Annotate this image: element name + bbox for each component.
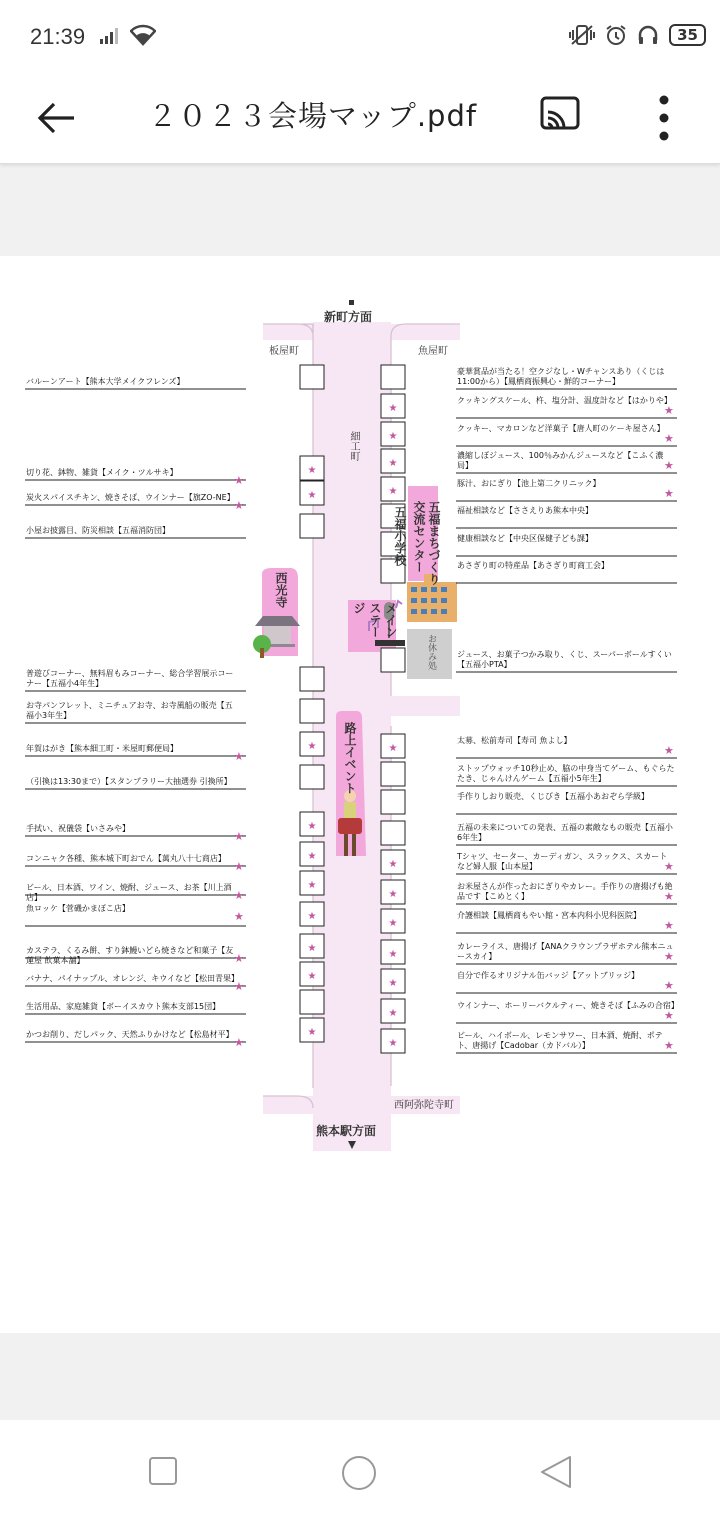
left-stall-7 — [300, 765, 324, 789]
right-stall-label: 手作りしおり販売、くじびき【五福小あおぞら学級】 — [457, 792, 649, 801]
street-event-label: 路上イベント — [343, 722, 357, 794]
left-stall-label: （引換は13:30まで）【スタンプラリー大抽選券 引換所】 — [26, 777, 232, 786]
left-stall-label: ビール、日本酒、ワイン、焼酎、ジュース、お茶【川上酒店】 — [26, 883, 232, 902]
pdf-page[interactable] — [0, 256, 720, 1333]
right-stall-17 — [381, 969, 405, 993]
star-icon: ★ — [234, 499, 244, 512]
right-stall-label: 豪華賞品が当たる！空クジなし・Wチャンスあり（くじは11:00から）【鳳栖商振興心・鮮的コーナー】 — [457, 367, 665, 386]
status-time: 21:39 — [30, 24, 86, 49]
star-icon: ★ — [664, 487, 674, 500]
star-icon: ★ — [388, 743, 398, 754]
left-stall-label: 生活用品、家庭雑貨【ボーイスカウト熊本支部15団】 — [26, 1002, 221, 1011]
star-icon: ★ — [234, 980, 244, 993]
star-icon: ★ — [664, 950, 674, 963]
right-stall-label: あさぎり町の特産品【あさぎり町商工会】 — [457, 561, 609, 570]
left-stall-label: バルーンアート【熊本大学メイクフレンズ】 — [26, 377, 185, 386]
right-stall-12 — [381, 821, 405, 845]
right-stall-11 — [381, 790, 405, 814]
stall-box — [381, 762, 405, 786]
right-stall-18 — [381, 999, 405, 1023]
left-stall-14 — [300, 990, 324, 1014]
left-stall-label: 魚ロッケ【菅磯かまぼこ店】 — [26, 904, 130, 913]
stall-box — [300, 699, 324, 723]
north-arrow-icon — [349, 300, 354, 305]
alarm-icon — [605, 24, 627, 46]
north-direction-label: 新町方面 — [324, 310, 373, 324]
star-icon: ★ — [307, 490, 317, 501]
street-label-nishiamida: 西阿弥陀寺町 — [394, 1100, 454, 1111]
left-stall-6 — [300, 732, 324, 756]
left-stall-4 — [300, 667, 324, 691]
street-label-itaya: 板屋町 — [269, 346, 299, 357]
right-stall-13 — [381, 850, 405, 874]
stall-box — [300, 667, 324, 691]
star-icon: ★ — [307, 911, 317, 922]
left-stall-0 — [300, 365, 324, 389]
right-stall-label: お米屋さんが作ったおにぎりやカレー。手作りの唐揚げも絶品です【こめとく】 — [457, 882, 673, 901]
left-stall-10 — [300, 871, 324, 895]
star-icon: ★ — [664, 860, 674, 873]
left-stall-label: バナナ、パイナップル、オレンジ、キウイなど【松田青果】 — [26, 974, 240, 983]
right-stall-19 — [381, 1029, 405, 1053]
star-icon: ★ — [388, 859, 398, 870]
temple-label: 西光寺 — [274, 572, 288, 608]
right-stall-label: 豚汁、おにぎり【池上第二クリニック】 — [457, 479, 601, 488]
center-label: 五福まちづくり交流センター — [412, 501, 441, 585]
stall-box — [300, 365, 324, 389]
street-label-uoya: 魚屋町 — [418, 346, 448, 357]
star-icon: ★ — [388, 918, 398, 929]
left-stall-12 — [300, 934, 324, 958]
star-icon: ★ — [664, 1009, 674, 1022]
left-stall-label: 炭火スパイスチキン、焼きそば、ウインナー【旗ZO-NE】 — [26, 493, 235, 502]
vibrate-icon — [569, 24, 595, 46]
back-icon[interactable] — [538, 1454, 574, 1490]
left-stall-label: 小屋お披露目、防災相談【五福消防団】 — [26, 526, 170, 535]
left-stall-9 — [300, 842, 324, 866]
right-stall-2 — [381, 422, 405, 446]
right-stall-label: 健康相談など【中央区保健子ども課】 — [457, 534, 593, 543]
right-stall-14 — [381, 880, 405, 904]
star-icon: ★ — [664, 432, 674, 445]
left-stall-8 — [300, 812, 324, 836]
left-stall-label: コンニャク各種、熊本城下町おでん【萬丸八十七商店】 — [26, 854, 226, 863]
app-bar — [0, 74, 720, 164]
left-stall-13 — [300, 962, 324, 986]
star-icon: ★ — [664, 1039, 674, 1052]
right-stall-label: 自分で作るオリジナル缶バッジ【アットブリッジ】 — [457, 971, 640, 980]
right-stall-16 — [381, 940, 405, 964]
left-stall-label: かつお削り、だしパック、天然ふりかけなど【松島材平】 — [26, 1030, 234, 1039]
right-stall-label: クッキー、マカロンなど洋菓子【唐人町のケーキ屋さん】 — [457, 424, 665, 433]
stall-box — [300, 990, 324, 1014]
star-icon: ★ — [234, 1036, 244, 1049]
right-stall-9 — [381, 734, 405, 758]
right-stall-15 — [381, 909, 405, 933]
left-stall-5 — [300, 699, 324, 723]
star-icon: ★ — [234, 830, 244, 843]
star-icon: ★ — [307, 880, 317, 891]
star-icon: ★ — [388, 486, 398, 497]
star-icon: ★ — [664, 744, 674, 757]
star-icon: ★ — [388, 458, 398, 469]
star-icon: ★ — [307, 1027, 317, 1038]
star-icon: ★ — [388, 978, 398, 989]
street-label-saiku: 細工町 — [348, 431, 359, 461]
right-stall-10 — [381, 762, 405, 786]
left-stall-2 — [300, 481, 324, 505]
main-stage-label: メインステージ — [352, 602, 398, 638]
star-icon: ★ — [388, 403, 398, 414]
star-icon: ★ — [234, 474, 244, 487]
right-stall-label: 福祉相談など【ささえりあ熊本中央】 — [457, 506, 593, 515]
star-icon: ★ — [664, 404, 674, 417]
right-stall-3 — [381, 449, 405, 473]
star-icon: ★ — [388, 889, 398, 900]
left-stall-15 — [300, 1018, 324, 1042]
stall-box — [381, 648, 405, 672]
left-stall-label: カステラ、くるみ餅、すり鉢鰻いどら焼きなど和菓子【友蓮屋 飲菓本舗】 — [26, 946, 234, 965]
star-icon: ★ — [664, 979, 674, 992]
star-icon: ★ — [234, 889, 244, 902]
right-stall-label: カレーライス、唐揚げ【ANAクラウンプラザホテル熊本ニュースカイ】 — [457, 942, 674, 961]
south-direction-label: 熊本駅方面 — [316, 1124, 377, 1138]
star-icon: ★ — [307, 741, 317, 752]
star-icon: ★ — [307, 465, 317, 476]
right-stall-label: ビール、ハイボール、レモンサワー、日本酒、焼酎、ポテト、唐揚げ【Cadobar（カドバル）】 — [457, 1031, 663, 1050]
right-stall-4 — [381, 477, 405, 501]
star-icon: ★ — [664, 459, 674, 472]
star-icon: ★ — [234, 750, 244, 763]
wifi-icon — [130, 24, 156, 46]
star-icon: ★ — [307, 943, 317, 954]
stall-box — [381, 821, 405, 845]
recent-apps-icon[interactable] — [148, 1456, 178, 1486]
left-stall-label: お寺パンフレット、ミニチュアお寺、お寺風船の販売【五福小3年生】 — [26, 701, 233, 720]
status-icons — [569, 24, 706, 46]
left-stall-label: 切り花、鉢物、雑貨【メイク・ツルサキ】 — [26, 468, 178, 477]
right-stall-label: ウインナー、ホーリーバクルティー、焼きそば【ふみの合宿】 — [457, 1001, 679, 1010]
signal-icon — [100, 28, 122, 44]
left-stall-11 — [300, 902, 324, 926]
back-arrow-icon[interactable] — [32, 94, 80, 142]
left-stall-label: 年賀はがき【熊本細工町・米屋町郵便局】 — [26, 744, 178, 753]
stall-box — [381, 365, 405, 389]
left-stall-1 — [300, 456, 324, 480]
stall-box — [300, 514, 324, 538]
star-icon: ★ — [307, 821, 317, 832]
school-label: 五福小学校 — [393, 506, 407, 566]
star-icon: ★ — [307, 851, 317, 862]
star-icon: ★ — [388, 1008, 398, 1019]
right-stall-label: クッキングスケール、杵、塩分計、温度計など【はかりや】 — [457, 396, 672, 405]
rest-area-label: お休み処 — [426, 634, 436, 670]
star-icon: ★ — [388, 431, 398, 442]
left-stall-label: 普遊びコーナー、無料眉もみコーナー、総合学習展示コーナー【五福小4年生】 — [26, 669, 234, 688]
headphones-icon — [637, 24, 659, 46]
star-icon: ★ — [388, 1038, 398, 1049]
north-cross-road — [263, 324, 460, 340]
star-icon: ★ — [234, 910, 244, 923]
left-stall-3 — [300, 514, 324, 538]
right-stall-0 — [381, 365, 405, 389]
right-stall-label: 五福の未来についての発表、五福の素敵なもの販売【五福小6年生】 — [457, 823, 673, 842]
right-stall-label: ジュース、お菓子つかみ取り、くじ、スーパーボールすくい【五福小PTA】 — [457, 650, 672, 669]
right-stall-label: 太募、松前寿司【寿司 魚よし】 — [457, 736, 572, 745]
right-stall-label: Tシャツ、セーター、カーディガン、スラックス、スカートなど婦人服【山本屋】 — [457, 852, 668, 871]
stall-box — [381, 790, 405, 814]
more-options-icon[interactable] — [652, 90, 676, 146]
home-icon[interactable] — [340, 1454, 378, 1492]
cast-icon[interactable] — [538, 92, 582, 136]
left-stall-label: 手拭い、祝儀袋【いさみや】 — [26, 824, 130, 833]
right-stall-label: 濃縮しぼジュース、100％みかんジュースなど【こふく濃局】 — [457, 451, 664, 470]
right-stall-8 — [381, 648, 405, 672]
status-bar — [0, 0, 720, 74]
star-icon: ★ — [307, 971, 317, 982]
right-stall-label: 介護相談【鳳栖商もやい館・宮本内科小児科医院】 — [457, 911, 641, 920]
right-stall-label: ストップウォッチ10秒止め、脇の中身当てゲーム、もぐらたたき、じゃんけんゲーム【五福小5年生】 — [457, 764, 675, 783]
star-icon: ★ — [664, 919, 674, 932]
right-stall-1 — [381, 394, 405, 418]
star-icon: ★ — [234, 860, 244, 873]
navigation-bar — [0, 1420, 720, 1520]
star-icon: ★ — [234, 952, 244, 965]
battery-indicator: 35 — [669, 24, 706, 46]
document-title: ２０２３会場マップ.pdf — [148, 99, 478, 133]
star-icon: ★ — [664, 890, 674, 903]
stall-box — [300, 765, 324, 789]
star-icon: ★ — [388, 949, 398, 960]
